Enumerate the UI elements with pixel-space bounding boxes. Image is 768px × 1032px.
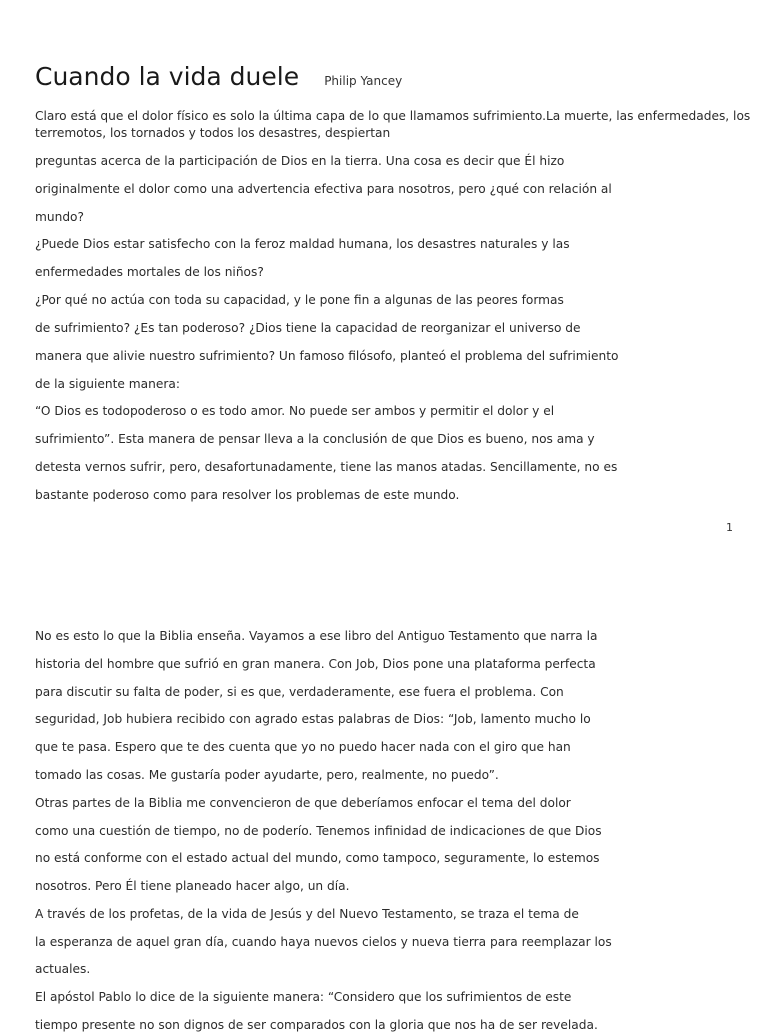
text-line: tiempo presente no son dignos de ser comparados con la gloria que nos ha de ser revelada.: [35, 1018, 598, 1032]
text-line: No es esto lo que la Biblia enseña. Vayamos a ese libro del Antiguo Testamento que narra la: [35, 629, 598, 643]
document-author: Philip Yancey: [324, 74, 403, 88]
text-line: historia del hombre que sufrió en gran manera. Con Job, Dios pone una plataforma perfecta: [35, 657, 596, 671]
text-line: no está conforme con el estado actual del mundo, como tampoco, seguramente, lo estemos: [35, 851, 600, 865]
text-line: seguridad, Job hubiera recibido con agrado estas palabras de Dios: “Job, lamento mucho lo: [35, 712, 591, 726]
text-line: nosotros. Pero Él tiene planeado hacer algo, un día.: [35, 879, 350, 893]
text-line: ¿Puede Dios estar satisfecho con la feroz maldad humana, los desastres naturales y las: [35, 237, 570, 251]
text-line: Claro está que el dolor físico es solo la última capa de lo que llamamos sufrimiento.La muerte, las enfermedades, los: [35, 109, 751, 123]
text-line: como una cuestión de tiempo, no de poderío. Tenemos infinidad de indicaciones de que Dios: [35, 824, 602, 838]
text-line: tomado las cosas. Me gustaría poder ayudarte, pero, realmente, no puedo”.: [35, 768, 499, 782]
text-line: enfermedades mortales de los niños?: [35, 265, 264, 279]
text-line: El apóstol Pablo lo dice de la siguiente manera: “Considero que los sufrimientos de este: [35, 990, 572, 1004]
title-row: [35, 62, 402, 91]
document-title: Cuando la vida duele: [35, 62, 300, 91]
text-line: manera que alivie nuestro sufrimiento? Un famoso filósofo, planteó el problema del sufrimiento: [35, 349, 619, 363]
text-line: que te pasa. Espero que te des cuenta que yo no puedo hacer nada con el giro que han: [35, 740, 571, 754]
text-line: de sufrimiento? ¿Es tan poderoso? ¿Dios tiene la capacidad de reorganizar el universo de: [35, 321, 581, 335]
text-line: “O Dios es todopoderoso o es todo amor. No puede ser ambos y permitir el dolor y el: [35, 404, 555, 418]
text-line: detesta vernos sufrir, pero, desafortunadamente, tiene las manos atadas. Sencillamente, no es: [35, 460, 618, 474]
text-line: la esperanza de aquel gran día, cuando haya nuevos cielos y nueva tierra para reemplazar los: [35, 935, 612, 949]
text-line: preguntas acerca de la participación de Dios en la tierra. Una cosa es decir que Él hizo: [35, 154, 565, 168]
text-line: originalmente el dolor como una advertencia efectiva para nosotros, pero ¿qué con relación al: [35, 182, 612, 196]
text-line: actuales.: [35, 962, 91, 976]
text-line: A través de los profetas, de la vida de Jesús y del Nuevo Testamento, se traza el tema de: [35, 907, 579, 921]
text-line: mundo?: [35, 210, 84, 224]
page-number: 1: [726, 521, 733, 534]
text-line: bastante poderoso como para resolver los problemas de este mundo.: [35, 488, 460, 502]
text-line: para discutir su falta de poder, si es que, verdaderamente, ese fuera el problema. Con: [35, 685, 564, 699]
text-line: terremotos, los tornados y todos los desastres, despiertan: [35, 126, 391, 140]
text-line: Otras partes de la Biblia me convencieron de que deberíamos enfocar el tema del dolor: [35, 796, 571, 810]
text-line: de la siguiente manera:: [35, 377, 180, 391]
text-line: ¿Por qué no actúa con toda su capacidad, y le pone fin a algunas de las peores formas: [35, 293, 564, 307]
text-line: sufrimiento”. Esta manera de pensar lleva a la conclusión de que Dios es bueno, nos ama y: [35, 432, 595, 446]
